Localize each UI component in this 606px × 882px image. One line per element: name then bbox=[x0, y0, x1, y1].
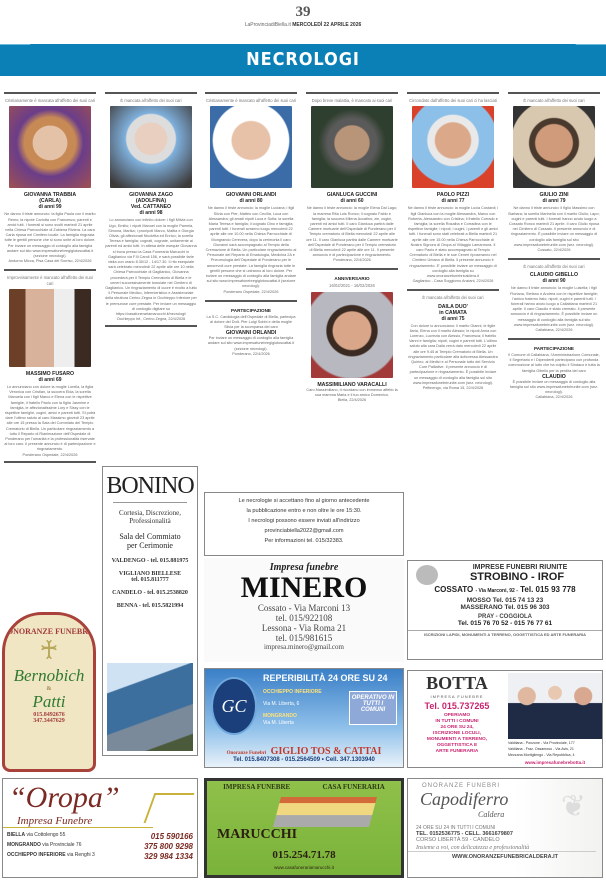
column-2 bbox=[105, 92, 197, 333]
deceased-name: GIOVANNA ZAGO bbox=[129, 192, 173, 199]
ad-brand: Patti bbox=[32, 692, 66, 711]
portrait-photo bbox=[9, 106, 91, 188]
ad-location: OCCHIEPPO INFERIORE bbox=[263, 689, 322, 695]
page-number: 39 bbox=[295, 4, 311, 20]
notice-pizzi bbox=[407, 92, 499, 283]
ad-brand-prefix: Onoranze Funebri bbox=[226, 751, 267, 756]
partecipazione-body: Il Comune di Callabiana, l'Amministrazione Comunale, il Segretario e i Dipendenti partecipano con profonda commozione al lutto che ha colpito il Sindaco e tutta la famiglia Gibello per la perdita del caro bbox=[508, 353, 600, 373]
ad-website: www.casafunerariamarucchi.it bbox=[274, 865, 334, 870]
ad-location: CANDELO - tel. 015.2538820 bbox=[112, 590, 188, 596]
notice-place-date: Biella, 22/4/2026 bbox=[337, 398, 367, 403]
notice-intro: È mancato all'affetto dei suoi cari bbox=[523, 98, 585, 103]
section-title: NECROLOGI bbox=[30, 44, 575, 76]
deceased-age: di anni 69 bbox=[38, 377, 62, 384]
notice-body: Ne danno il triste annuncio: la moglie Luciana; i figli Silvia con Pier, Matteo con Cecilia, Luca con Alessandra; gli amati nipoti Luca e Sofia; la sorella Maria Teresa e famiglia; il cognato Dino e famiglia; parenti tutti. I funerali avranno luogo mercoledì 22 aprile alle ore 10.00 nella Chiesa Parrocchiale di Mongrando Cerevera, dopo la cerimonia il caro Giovanni sarà accompagnato al Tempio della Cremazione di Biella. Un particolare ringraziamento al Personale del Reparto di Ematologia, Medicina 2A e Pneumologia dell'Ospedale di Ponderano per le amorevoli cure prestate. La famiglia ringrazia tutte le gentili persone che si uniranno al loro dolore. Per inviare un messaggio di cordoglio alla famiglia andare sul sito www.impresafunebregiglotoscattai.it (sezione necrologi). bbox=[205, 206, 297, 289]
deceased-name: GIOVANNI ORLANDI bbox=[225, 330, 277, 337]
ad-phone: tel. 015/981615 bbox=[275, 633, 333, 643]
ad-location: VIGLIANO BIELLESE bbox=[118, 571, 182, 577]
notice-place-date: Cossato, 22/4/2026 bbox=[537, 248, 571, 253]
ad-phone: Tel. 015.737265 bbox=[424, 701, 490, 711]
ad-brand: Bernobich bbox=[13, 666, 85, 685]
ad-subtitle: IMPRESA FUNEBRE bbox=[430, 694, 484, 699]
deceased-age: di anni 80 bbox=[239, 198, 263, 205]
ad-service: 24 ORE SU 24, bbox=[440, 725, 474, 730]
ad-slogan: Insieme a voi, con delicatezza e professionalità bbox=[408, 845, 596, 852]
ad-address: via Cottolengo 55 bbox=[26, 832, 66, 838]
notice-intro: Improvvisamente è mancato all'affetto dei suoi cari bbox=[7, 275, 93, 286]
oropa-row bbox=[3, 841, 197, 851]
notice-body: Ne danno il triste annuncio: la moglie Elena Dal Lago; la mamma Rita Lois Ronco; il cognato Fabio e famiglia; la suocera Milena Accatino; zie, cugini, parenti ed amici tutti. Il caro Gianluca partirà dalle Camere mortuarie dell'Ospedale di Ponderano per il Tempio crematorio di Biella mercoledì 22 aprile alle ore 11. Il caro Gianluca partirà dalle Camere mortuarie dell'Ospedale di Ponderano per il Tempio crematorio di Biella mercoledì 22 aprile alle ore 11. Il presente annuncio è di partecipazione e ringraziamento. bbox=[306, 206, 398, 258]
deceased-title: in CAMATA bbox=[439, 309, 467, 316]
divider bbox=[113, 502, 187, 503]
ad-address: Lessona - Via Roma 21 bbox=[261, 623, 347, 633]
ad-phone: 347.3447629 bbox=[33, 718, 65, 724]
notice-place-date: Callabiana, 22/4/2026 bbox=[535, 395, 573, 400]
column-5 bbox=[407, 92, 499, 396]
info-phone: Per informazioni tel. 015/32383. bbox=[264, 538, 344, 544]
ad-brand: MARUCCHI bbox=[217, 827, 298, 842]
ad-heading: IMPRESE FUNEBRI RIUNITE bbox=[472, 564, 568, 571]
deceased-age: di anni 99 bbox=[38, 204, 62, 211]
portrait-photo bbox=[412, 106, 494, 188]
ad-phone: MASSERANO Tel. 015 96 303 bbox=[460, 604, 550, 611]
ad-bonino bbox=[102, 466, 198, 756]
notice-place-date: Ponderano, 22/4/2026 bbox=[333, 258, 371, 263]
ad-brand: “Oropa” bbox=[9, 781, 120, 814]
notice-body: Lo annunciano con dolore la moglie Lorella, la figlia Veronica con Cristian, la suocera Elda, la sorella Manuela con i figli Marco e Elena con le rispettive famiglie, il fratello Paolo con la figlia Jasmine e famiglia, le affezionatissime Lory e Sissy con le rispettive famiglie, cugini, amici e parenti tutti. Si potrà dare l'ultimo saluto al caro Massimo giovedì 23 aprile alle ore 15 presso la Sala del Commiato del Tempio Crematorio di Biella. Un particolare ringraziamento a tutto il Reparto di Rianimazione dell'Ospedale di Ponderano per l'umanità e la professionalità riservate al loro caro. Il presente annuncio è di partecipazione e ringraziamento. bbox=[4, 385, 96, 452]
ad-address: Mezzana Mortigliengo - Via Repubblica, 4 bbox=[508, 753, 575, 757]
ad-address: via Provinciale 76 bbox=[42, 842, 82, 848]
ad-heading: ONORANZE FUNEBRI bbox=[422, 783, 501, 789]
ad-service: 24 ORE SU 24 IN TUTTI I COMUNI bbox=[416, 825, 496, 831]
ad-phone: Tel. 015 93 778 bbox=[520, 585, 576, 594]
notice-intro: È mancata all'affetto dei suoi cari bbox=[120, 98, 182, 103]
ad-heading: ONORANZE FUNEBRI bbox=[6, 627, 92, 636]
ad-phone: MOSSO Tel. 015 74 13 23 bbox=[466, 597, 544, 604]
ad-location: COSSATO bbox=[434, 585, 474, 594]
notice-intro: È mancato all'affetto dei suoi cari bbox=[523, 264, 585, 270]
ad-footer: ISCRIZIONI LAPIDI, MONUMENTI A TERRENO, OGGETTISTICA ED ARTE FUNERARIA bbox=[408, 630, 602, 638]
oropa-row bbox=[3, 828, 197, 841]
portrait-photo bbox=[110, 106, 192, 188]
marucchi-header bbox=[207, 783, 401, 791]
deceased-alias: (ADOLFINA) bbox=[135, 198, 167, 205]
notice-body: Lo annunciano con infinito dolore: i figli Milvia con Ugo, Emilio; i nipoti Manuel con la moglie Pamela, Simona, Marika; i pronipoti Marco, Mattia e Giorgia Olivia; gli affezionati Nicoletta ed Enrico; la sorella Teresa e famiglia; cognati, cognate, unitamente ai parenti ed amici tutti. In attesa delle esequie Giovanna si trova presso la Casa Funeraria Marucchi in Gaglianico via F.lli Caroli 156, e sarà possibile farle visita con orario 8.30/12 - 14/17.30. Il rito esequiale sarà celebrato mercoledì 22 aprile alle ore 10 nella Chiesa Parrocchiale di Gaglianico, Giovanna procederà per il Tempio Crematorio di Biella e le ceneri successivamente tumulate nel Cimitero di Gaglianico. Un ringraziamento di cuore è rivolto a tutto il Personale Medico, Infermieristico e Assistenziale della struttura Cerino Zegna in Occhieppo Inferiore per le premurose cure prestate. Per inviare un messaggio di cordoglio digitare su https://casafunerariamarucchi.it/necrologi/ bbox=[105, 218, 197, 317]
ad-giglio-tos-cattai bbox=[204, 668, 404, 768]
ad-bernobich-patti bbox=[2, 612, 96, 772]
deceased-age: di anni 60 bbox=[340, 198, 364, 205]
ad-address: - Via Marconi, 92 - bbox=[475, 588, 518, 594]
ad-location: MONGRANDO bbox=[7, 842, 41, 848]
divider bbox=[105, 325, 197, 327]
notice-place-date: Andorno Micca, Pisa Casa del Sorriso, 22/4/2026 bbox=[8, 259, 92, 264]
ad-phone: 375 800 9298 bbox=[144, 842, 193, 851]
ad-brand: STROBINO - IROF bbox=[469, 571, 565, 583]
deceased-name: CLAUDIO bbox=[542, 373, 566, 380]
issue-date: MERCOLEDÌ 22 APRILE 2026 bbox=[292, 22, 362, 28]
ad-brand: BONINO bbox=[106, 473, 194, 499]
ad-phone: Tel. 015 76 70 52 - 015 76 77 61 bbox=[457, 620, 553, 627]
anniversario-varacalli bbox=[306, 268, 398, 402]
ad-location: PRAY - COGGIOLA bbox=[477, 614, 532, 620]
ad-location: OCCHIEPPO INFERIORE bbox=[7, 852, 66, 858]
info-email: provinciabiella2022@gmail.com bbox=[264, 528, 344, 534]
deceased-alias: (CARLA) bbox=[39, 198, 61, 205]
notice-intro: Cristianamente è mancato all'affetto dei suoi cari bbox=[205, 98, 297, 103]
notice-orlandi bbox=[205, 92, 297, 294]
deceased-age: di anni 90 bbox=[542, 278, 566, 285]
ad-service: IN TUTTI I COMUNI bbox=[435, 719, 479, 724]
notice-place-date: Ponderano Ospedale, 22/4/2026 bbox=[22, 452, 78, 457]
ad-tagline: Sala del Commiato bbox=[119, 532, 181, 541]
column-1 bbox=[4, 92, 96, 469]
deceased-name: GIANLUCA GUCCINI bbox=[326, 192, 378, 199]
portrait-photo bbox=[513, 106, 595, 188]
notice-guccini bbox=[306, 92, 398, 262]
anniversario-body: Caro Massimiliano, ti ricordano con immenso affetto la sua mamma Maria e il tuo amico Domenico. bbox=[306, 387, 398, 398]
dateline bbox=[0, 22, 606, 28]
ad-brand: BOTTA bbox=[426, 673, 488, 693]
notice-body: Ne danno il triste annuncio: la figlia Paola con il marito Remo; la nipote Carlotta con Francesco; parenti e amici tutti. I funerali si sono svolti martedì 21 aprile nella Chiesa Parrocchiale di Zubiena Riviera. La cara Carla riposa nel Cimitero locale. La famiglia ringrazia tutte le gentili persone che si sono unite al loro dolore. Per inviare un messaggio di cordoglio alla famiglia andare sul sito www.impresafunebregiglotoscattai.it (sezione necrologi). bbox=[4, 212, 96, 259]
deceased-age: di anni 75 bbox=[441, 315, 465, 322]
ad-service: ISCRIZIONE LOCULI, bbox=[433, 731, 481, 736]
notice-gibello bbox=[508, 258, 600, 332]
ad-location: MONGRANDO bbox=[263, 713, 297, 719]
ad-tagline: per Cerimonie bbox=[127, 541, 173, 550]
ad-phone: 015 590166 bbox=[150, 832, 193, 841]
deceased-title: Ved. CATTANEO bbox=[130, 204, 172, 211]
ad-address: Valdilana - Fraz. Ossamoso - Via Avis, 21 bbox=[508, 747, 574, 751]
ad-phone: 015.8492676 bbox=[33, 712, 65, 718]
notice-intro: Cristianamente è mancata all'affetto dei suoi cari bbox=[4, 98, 96, 103]
building-image bbox=[107, 663, 193, 751]
notice-intro: È mancata all'affetto dei suoi cari bbox=[422, 295, 484, 301]
operativo-badge: OPERATIVO IN TUTTI I COMUNI bbox=[349, 691, 397, 725]
ad-phone: TEL. 0152536775 - CELL. 3661679807 bbox=[416, 831, 513, 837]
notice-zago bbox=[105, 92, 197, 327]
portrait-photo bbox=[210, 106, 292, 188]
notice-place-date: Callabiana, 22/4/2026 bbox=[535, 328, 573, 333]
ad-phone: tel. 015/922108 bbox=[275, 613, 333, 623]
ad-tagline: Professionalità bbox=[129, 517, 171, 525]
notice-place-date: Pettinengo, via Roma 15, 22/4/2026 bbox=[422, 386, 484, 391]
info-line: la pubblicazione entro e non oltre le ore 15:30. bbox=[246, 508, 362, 514]
partecipazione-heading: PARTECIPAZIONE bbox=[534, 346, 574, 352]
deceased-name: CLAUDIO GIBELLO bbox=[529, 272, 579, 279]
ad-location: VALDENGO - tel. 015.881975 bbox=[111, 558, 189, 564]
ad-location: BENNA - tel. 015.5821994 bbox=[116, 603, 184, 609]
ad-location: tel. 015.811777 bbox=[131, 577, 169, 583]
deceased-name: GIULIO ZINI bbox=[539, 192, 569, 199]
ad-heading: CASA FUNERARIA bbox=[322, 783, 385, 791]
ad-brand: GIGLIO TOS & CATTAI bbox=[270, 746, 382, 757]
gtc-logo-icon: GC bbox=[211, 677, 257, 735]
ad-subtitle: Impresa Funebre bbox=[3, 815, 153, 828]
column-6 bbox=[508, 92, 600, 405]
partecipazione-orlandi bbox=[205, 300, 297, 356]
butterfly-icon: ❦ bbox=[560, 790, 586, 823]
notice-place-date: Ponderano Ospedale, 22/4/2026 bbox=[223, 289, 279, 294]
ad-marucchi bbox=[204, 778, 404, 878]
ad-caldera bbox=[407, 778, 603, 878]
notice-body: Ne danno il triste annuncio: il figlio Massimo con Barbara; la sorella Marinella con il marito Giulio; Lapo; cugini e parenti tutti. I funerali hanno avuto luogo a Cossato Ronco martedì 21 aprile. Il caro Giulio riposa nel Cimitero di Cossato. Il presente annuncio è di ringraziamento. È possibile inviare un messaggio di cordoglio alla famiglia sul sito www.impresafunebrirunite.com (sez. necrologi). bbox=[508, 206, 600, 247]
ad-phone: Tel. 015.8407308 - 015.2564509 • Cell. 347.1303940 bbox=[233, 757, 375, 763]
deceased-age: di anni 79 bbox=[542, 198, 566, 205]
building-image bbox=[273, 797, 377, 827]
ad-service: OGGETTISTICA E bbox=[436, 743, 478, 748]
ad-phone: 015.254.71.78 bbox=[272, 849, 336, 861]
deceased-name: GIOVANNI ORLANDI bbox=[225, 192, 277, 199]
anniversario-dates: 16/02/2021 - 16/02/2026 bbox=[329, 283, 375, 289]
notice-body: Con dolore lo annunciano: il marito Gianni; le figlie Ilaria, Elena con il marito Alessio; le nipoti Anna con Lorenzo, Lucrezia con Alessio, Francesca; il fratello Vanni e famiglia; nipoti, cugini e parenti tutti. L'ultimo saluto alla cara Daila verrà dato mercoledì 22 aprile alle ore 9.45 al Tempio Crematorio di Biella. Un ringraziamento particolare alla dottoressa Alessandra Quirino, ai Medici e al Personale tutto del Servizio Cure Palliative. Il presente annuncio è di partecipazione e ringraziamento. È possibile inviare un messaggio di cordoglio alla famiglia sul sito www.impresafunebrirunite.com (sez. necrologi). bbox=[408, 323, 498, 385]
ad-amp: & bbox=[46, 686, 52, 692]
ad-address: Valdilana - Ponzone - Via Provinciale, 177 bbox=[508, 741, 575, 745]
cossato-row bbox=[408, 585, 602, 594]
partecipazione-body: La S.C. Cardiologia dell'Ospedale di Biella, partecipa al dolore del Dott. Pier Luigi Sobbi e della moglie Silvia per la scomparsa del caro bbox=[206, 314, 296, 330]
submission-info-box bbox=[204, 492, 404, 556]
ad-address: CORSO LIBERTÀ 59 - CANDELO bbox=[416, 837, 500, 843]
ad-website: WWW.ONORANZEFUNEBRICALDERA.IT bbox=[451, 854, 559, 860]
partecipazione-gibello bbox=[508, 338, 600, 399]
ad-address: Cossato - Via Marconi 13 bbox=[257, 603, 351, 613]
info-line: I necrologi possono essere inviati all'indirizzo bbox=[248, 518, 360, 524]
ad-email: impresa.minero@gmail.com bbox=[264, 643, 344, 651]
ad-oropa bbox=[2, 778, 198, 878]
deceased-name: GIOVANNA TRABBIA bbox=[23, 192, 77, 199]
ad-minero bbox=[204, 558, 404, 662]
ad-headline: REPERIBILITÀ 24 ORE SU 24 bbox=[263, 673, 388, 683]
ad-strobino-irof bbox=[407, 560, 603, 660]
ad-subbrand: Caldera bbox=[478, 810, 505, 819]
ad-service: OPERIAMO bbox=[443, 713, 471, 718]
divider bbox=[4, 461, 96, 463]
ad-location: BIELLA bbox=[7, 832, 26, 838]
staff-photo bbox=[508, 673, 602, 739]
ad-address: Via M. Liberta bbox=[263, 720, 294, 726]
column-3 bbox=[205, 92, 297, 362]
portrait-photo bbox=[9, 289, 91, 367]
deceased-name: DAILA DUO' bbox=[438, 303, 468, 310]
info-line: Le necrologie si accettano fino al giorno antecedente bbox=[238, 498, 370, 504]
ad-address: Via M. Liberta, 6 bbox=[263, 701, 300, 707]
notice-place-date: Gaglianico - Casa Soggiorno Anziani, 22/4/2026 bbox=[412, 279, 494, 284]
ad-phone: 329 984 1334 bbox=[144, 852, 193, 861]
notice-duo bbox=[407, 289, 499, 390]
notice-body: Ne danno il triste annuncio: la moglie Lucia Costardi; i figli Gianluca con la moglie Alessandra, Marco con Roberta, Alessandro con Cristina; il fratello Corrado e famiglia; la sorella Rosalba e Corradina con le rispettive famiglie; i nipoti, i cugini, i parenti e gli amici tutti. I funerali sono stati celebrati a Biella martedì 21 aprile alle ore 15.00 nella Chiesa Parrocchiale di Nostra Signora di Oropa al Villaggio Lamarmora. Il caro Paolo è stato accompagnato al Tempio Crematorio di Biella e le sue Ceneri riposeranno nel Cimitero Urbano di Biella. Il presente annuncio è ringraziamento. E' possibile inviare un messaggio di cordoglio alla famiglia su www.onoranzefunebricaldera.it bbox=[407, 206, 499, 279]
notice-fusaro bbox=[4, 269, 96, 462]
notice-trabbia bbox=[4, 92, 96, 263]
notice-intro: Dopo breve malattia, è mancato ai suoi cari bbox=[311, 98, 393, 103]
column-4 bbox=[306, 92, 398, 408]
portrait-photo bbox=[311, 106, 393, 188]
partecipazione-closing: Per inviare un messaggio di cordoglio alla famiglia andare sul sito www.impresafunebregiglotoscattai.it (sezione necrologi). bbox=[207, 336, 295, 351]
ad-botta bbox=[407, 670, 603, 768]
deceased-name: MASSIMILIANO VARACALLI bbox=[317, 381, 387, 388]
logo-emblem-icon bbox=[416, 565, 438, 585]
deceased-name: MASSIMO FUSARO bbox=[25, 371, 75, 378]
oropa-row bbox=[3, 851, 197, 861]
ad-website: www.impresafunebrebotta.it bbox=[524, 760, 586, 765]
notice-intro: Circondato dall'affetto dei suoi cari ci ha lasciati bbox=[409, 98, 497, 103]
notice-zini bbox=[508, 92, 600, 252]
angel-icon: ♰ bbox=[39, 636, 59, 665]
ad-brand: Capodiferro bbox=[420, 789, 509, 809]
site-name: LaProvinciadiBiella.it bbox=[244, 22, 291, 28]
deceased-age: di anni 77 bbox=[441, 198, 465, 205]
ad-heading: IMPRESA FUNEBRE bbox=[223, 783, 291, 791]
ad-tagline: Cortesia, Discrezione, bbox=[118, 509, 181, 517]
partecipazione-closing: È possibile inviare un messaggio di cordoglio alla famiglia sul sito www.impresafunebrirunite.com (sez. necrologi). bbox=[509, 379, 599, 395]
ad-address: via Renghi 3 bbox=[67, 852, 95, 858]
deceased-name: PAOLO PIZZI bbox=[436, 192, 470, 199]
notice-body: Ne danno il triste annuncio: la moglie Luisella; i figli Floriana, Stefano e Andrea con le rispettive famiglie; l'amico fraterno Italo; nipoti, cugini e parenti tutti. I funerali hanno avuto luogo a Callabiana martedì 21 aprile. Il caro Claudio è stato cremato. Il presente annuncio è di ringraziamento. È possibile inviare un messaggio di cordoglio alla famiglia sul sito www.impresafunebrirunite.com (sez. necrologi). bbox=[510, 286, 598, 327]
portrait-photo bbox=[311, 292, 393, 378]
ad-service: ARTE FUNERARIA bbox=[435, 749, 479, 754]
anniversario-heading: ANNIVERSARIO bbox=[334, 276, 370, 282]
ad-service: MONUMENTI A TERRENO, bbox=[426, 737, 488, 742]
deceased-age: di anni 98 bbox=[139, 210, 163, 217]
ad-brand: MINERO bbox=[240, 571, 368, 604]
notice-place-date: Occhieppo Inf., Cerino Zegna, 22/4/2026 bbox=[116, 317, 186, 322]
ad-subtitle: Impresa funebre bbox=[269, 562, 339, 573]
partecipazione-heading: PARTECIPAZIONE bbox=[231, 307, 271, 313]
botta-text-panel bbox=[408, 671, 506, 768]
notice-place-date: Ponderano, 22/4/2026 bbox=[232, 351, 270, 356]
